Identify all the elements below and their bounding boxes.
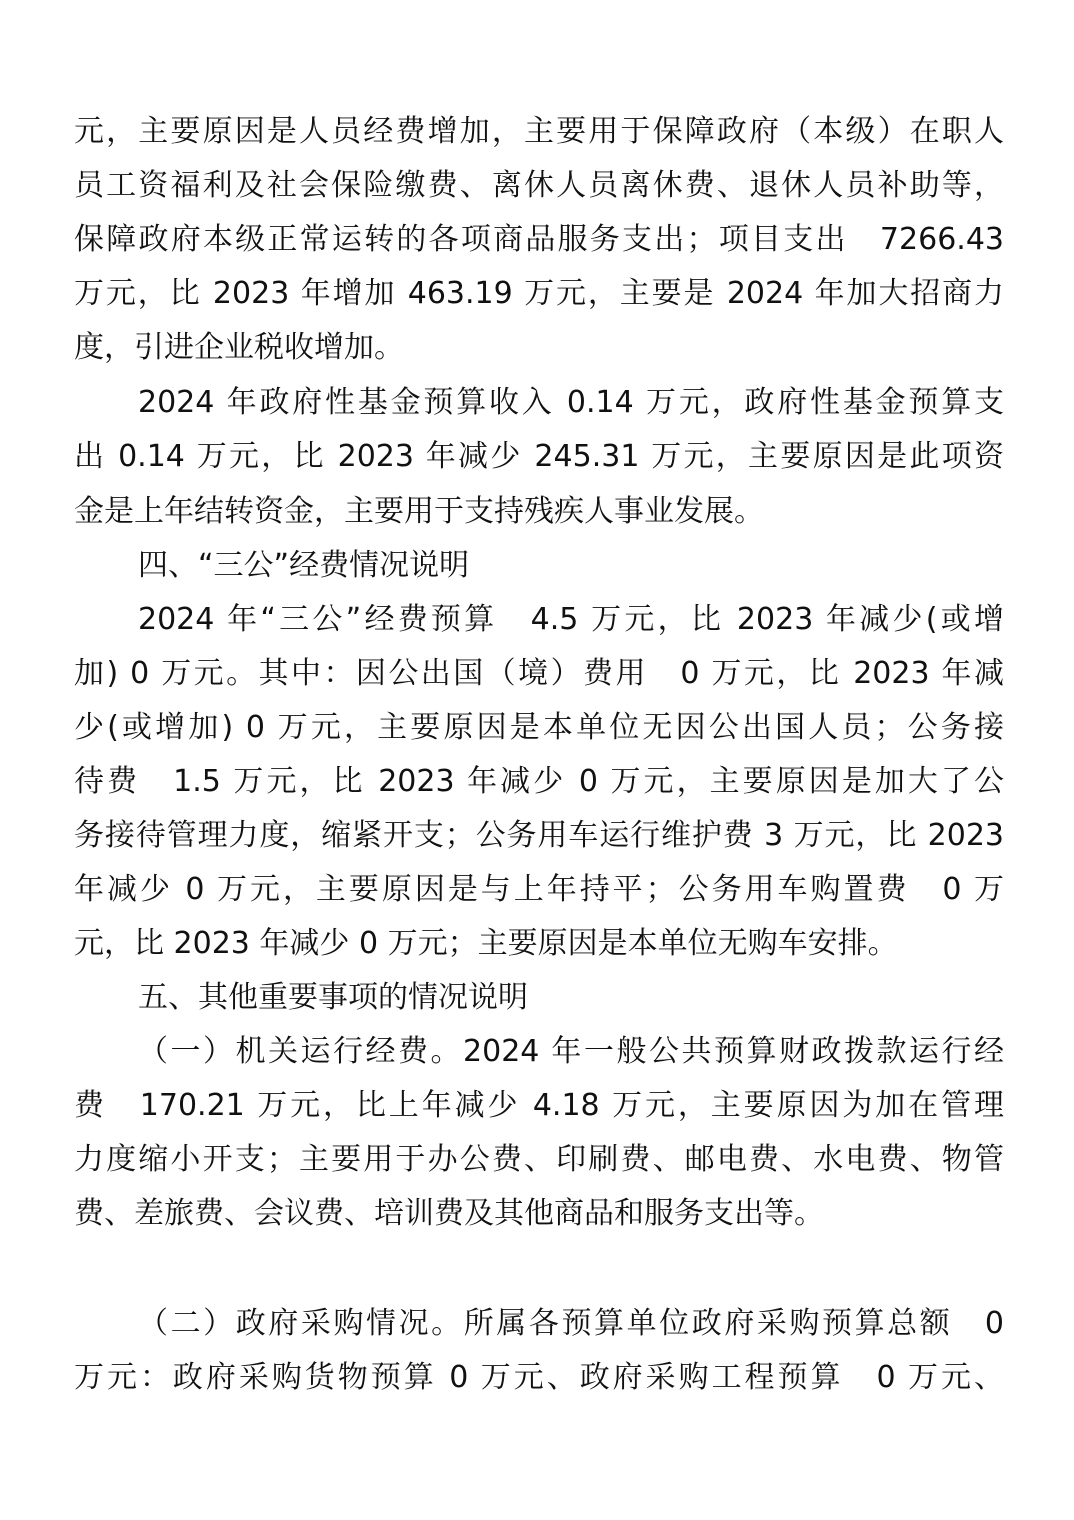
body-text-line: 出 0.14 万元，比 2023 年减少 245.31 万元，主要原因是此项资 — [74, 439, 1004, 474]
body-text-line: 万元，比 2023 年增加 463.19 万元，主要是 2024 年加大招商力 — [74, 276, 1004, 311]
section-heading-4: 四、“三公”经费情况说明 — [138, 548, 470, 583]
paragraph-first-line: 2024 年“三公”经费预算 4.5 万元，比 2023 年减少(或增 — [138, 602, 1004, 637]
paragraph-first-line: （二）政府采购情况。所属各预算单位政府采购预算总额 0 — [138, 1306, 1004, 1341]
section-heading-5: 五、其他重要事项的情况说明 — [138, 980, 528, 1015]
body-text-line: 务接待管理力度，缩紧开支；公务用车运行维护费 3 万元，比 2023 — [74, 818, 1004, 853]
body-text-line: 元，主要原因是人员经费增加，主要用于保障政府（本级）在职人 — [74, 114, 1004, 149]
body-text-line: 费、差旅费、会议费、培训费及其他商品和服务支出等。 — [74, 1196, 824, 1231]
body-text-line: 年减少 0 万元，主要原因是与上年持平；公务用车购置费 0 万 — [74, 872, 1004, 907]
body-text-line: 元，比 2023 年减少 0 万元；主要原因是本单位无购车安排。 — [74, 926, 898, 961]
body-text-line: 保障政府本级正常运转的各项商品服务支出；项目支出 7266.43 — [74, 222, 1004, 257]
body-text-line: 少(或增加) 0 万元，主要原因是本单位无因公出国人员；公务接 — [74, 710, 1004, 745]
body-text-line: 待费 1.5 万元，比 2023 年减少 0 万元，主要原因是加大了公 — [74, 764, 1004, 799]
paragraph-first-line: 2024 年政府性基金预算收入 0.14 万元，政府性基金预算支 — [138, 385, 1004, 420]
body-text-line: 力度缩小开支；主要用于办公费、印刷费、邮电费、水电费、物管 — [74, 1142, 1004, 1177]
body-text-line: 加) 0 万元。其中：因公出国（境）费用 0 万元，比 2023 年减 — [74, 656, 1004, 691]
body-text-line: 金是上年结转资金，主要用于支持残疾人事业发展。 — [74, 494, 764, 529]
body-text-line: 费 170.21 万元，比上年减少 4.18 万元，主要原因为加在管理 — [74, 1088, 1004, 1123]
paragraph-first-line: （一）机关运行经费。2024 年一般公共预算财政拨款运行经 — [138, 1034, 1004, 1069]
body-text-line: 度，引进企业税收增加。 — [74, 330, 404, 365]
body-text-line: 员工资福利及社会保险缴费、离休人员离休费、退休人员补助等， — [74, 168, 1004, 203]
body-text-line: 万元：政府采购货物预算 0 万元、政府采购工程预算 0 万元、 — [74, 1360, 1004, 1395]
